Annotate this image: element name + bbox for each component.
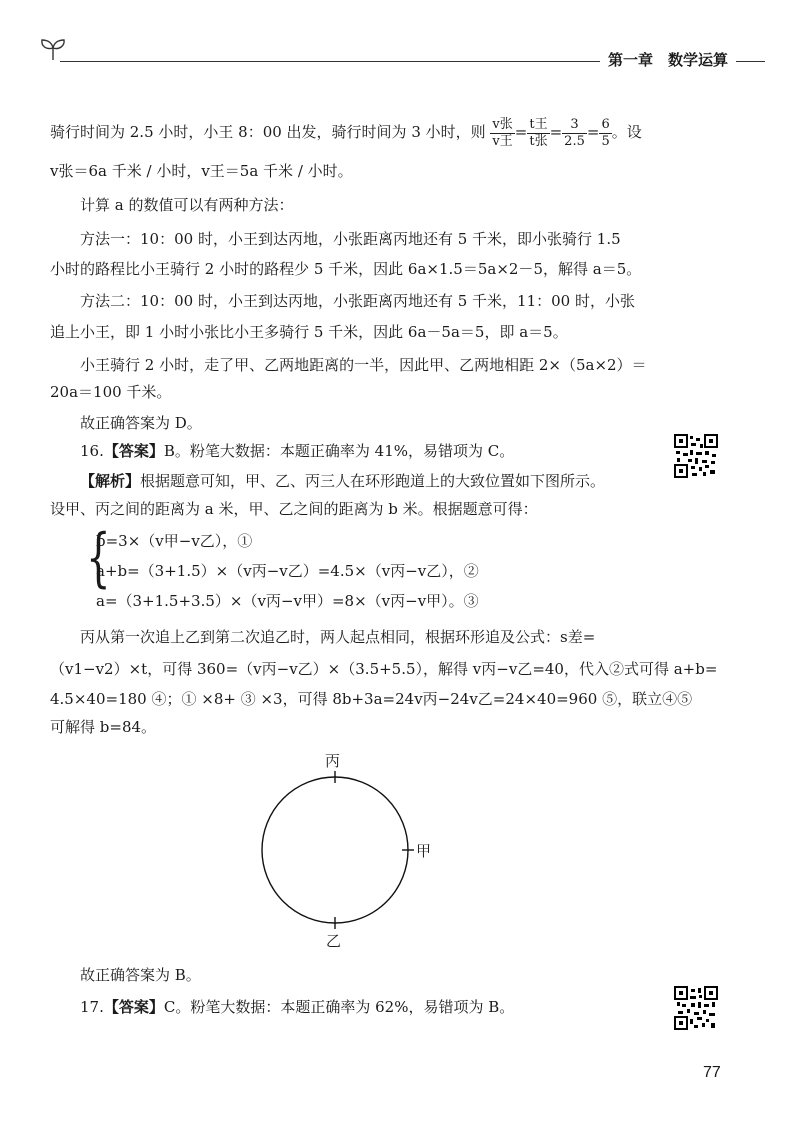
text-line-13: 设甲、丙之间的距离为 a 米，甲、乙之间的距离为 b 米。根据题意可得：	[50, 500, 538, 518]
qr-code-icon	[674, 986, 718, 1030]
text-line-3: 计算 a 的数值可以有两种方法：	[80, 196, 294, 214]
question-number: 16.	[80, 442, 104, 460]
track-circle	[262, 777, 408, 923]
leaf-ornament-icon	[38, 36, 68, 62]
text-line-17: 丙从第一次追上乙到第二次追乙时，两人起点相同，根据环形追及公式：s差=	[80, 628, 596, 646]
text-line-9: 20a＝100 千米。	[50, 383, 172, 401]
text-span: 。设	[611, 123, 642, 141]
text-line-2: v张＝6a 千米 / 小时，v王＝5a 千米 / 小时。	[50, 162, 353, 180]
equals: =	[586, 123, 600, 141]
text-line-6: 方法二：10：00 时，小王到达丙地，小张距离丙地还有 5 千米，11：00 时，小张	[80, 292, 635, 310]
equation-2: a+b=（3+1.5）×（v丙−v乙）=4.5×（v丙−v乙），②	[96, 562, 479, 580]
fraction-3	[562, 117, 587, 150]
question-number: 17.	[80, 998, 104, 1016]
answer-text: C。粉笔大数据：本题正确率为 62%，易错项为 B。	[163, 998, 515, 1016]
text-line-1	[50, 110, 642, 154]
text-line-4: 方法一：10：00 时，小王到达丙地，小张距离丙地还有 5 千米，即小张骑行 1.5	[80, 230, 621, 248]
label-bing: 丙	[325, 752, 341, 770]
equation-1: b=3×（v甲−v乙），①	[96, 532, 253, 550]
analysis-line	[80, 470, 605, 492]
answer-tag: 【答案】	[103, 442, 164, 460]
text-line-10: 故正确答案为 D。	[80, 414, 202, 432]
equals: =	[549, 123, 563, 141]
page-number: 77	[703, 1064, 721, 1081]
text-line-20: 可解得 b=84。	[50, 718, 157, 736]
question-16	[80, 440, 514, 462]
frac-den: 5	[601, 133, 610, 149]
text-line-5: 小时的路程比小王骑行 2 小时的路程少 5 千米，因此 6a×1.5＝5a×2－5，解得 a＝5。	[50, 260, 642, 278]
qr-code-icon	[674, 434, 718, 478]
text-line-19: 4.5×40=180 ④；① ×8+ ③ ×3，可得 8b+3a=24v丙−24v乙=24×40=960 ⑤，联立④⑤	[50, 690, 693, 708]
frac-den: v王	[492, 133, 513, 149]
chapter-title: 第一章 数学运算	[600, 49, 736, 70]
question-17	[80, 996, 514, 1018]
label-yi: 乙	[326, 932, 342, 950]
text-line-7: 追上小王，即 1 小时小张比小王多骑行 5 千米，因此 6a－5a＝5，即 a＝5。	[50, 323, 568, 341]
equation-3: a=（3+1.5+3.5）×（v丙−v甲）=8×（v丙−v甲）。③	[96, 592, 479, 610]
frac-num: 6	[601, 116, 610, 132]
frac-num: t王	[529, 116, 548, 132]
text-line-18: （v1−v2）×t，可得 360=（v丙−v乙）×（3.5+5.5），解得 v丙−v乙=40，代入②式可得 a+b=	[50, 660, 718, 678]
equals: =	[514, 123, 528, 141]
frac-num: 3	[562, 117, 587, 134]
frac-den: t张	[529, 133, 548, 149]
text-line-8: 小王骑行 2 小时，走了甲、乙两地距离的一半，因此甲、乙两地相距 2×（5a×2）＝	[80, 356, 647, 374]
answer-tag: 【答案】	[103, 998, 164, 1016]
frac-den: 2.5	[564, 133, 585, 149]
frac-num: v张	[492, 116, 513, 132]
analysis-tag: 【解析】	[80, 472, 141, 490]
fraction-v	[490, 117, 514, 150]
fraction-6	[599, 117, 611, 150]
analysis-text: 根据题意可知，甲、乙、丙三人在环形跑道上的大致位置如下图所示。	[140, 472, 606, 490]
label-jia: 甲	[416, 842, 432, 860]
text-span: 骑行时间为 2.5 小时，小王 8：00 出发，骑行时间为 3 小时，则	[50, 123, 486, 141]
system-brace: {	[86, 521, 111, 595]
answer-text: B。粉笔大数据：本题正确率为 41%，易错项为 C。	[163, 442, 515, 460]
fraction-t	[527, 117, 549, 150]
answer-line-b: 故正确答案为 B。	[80, 966, 201, 984]
